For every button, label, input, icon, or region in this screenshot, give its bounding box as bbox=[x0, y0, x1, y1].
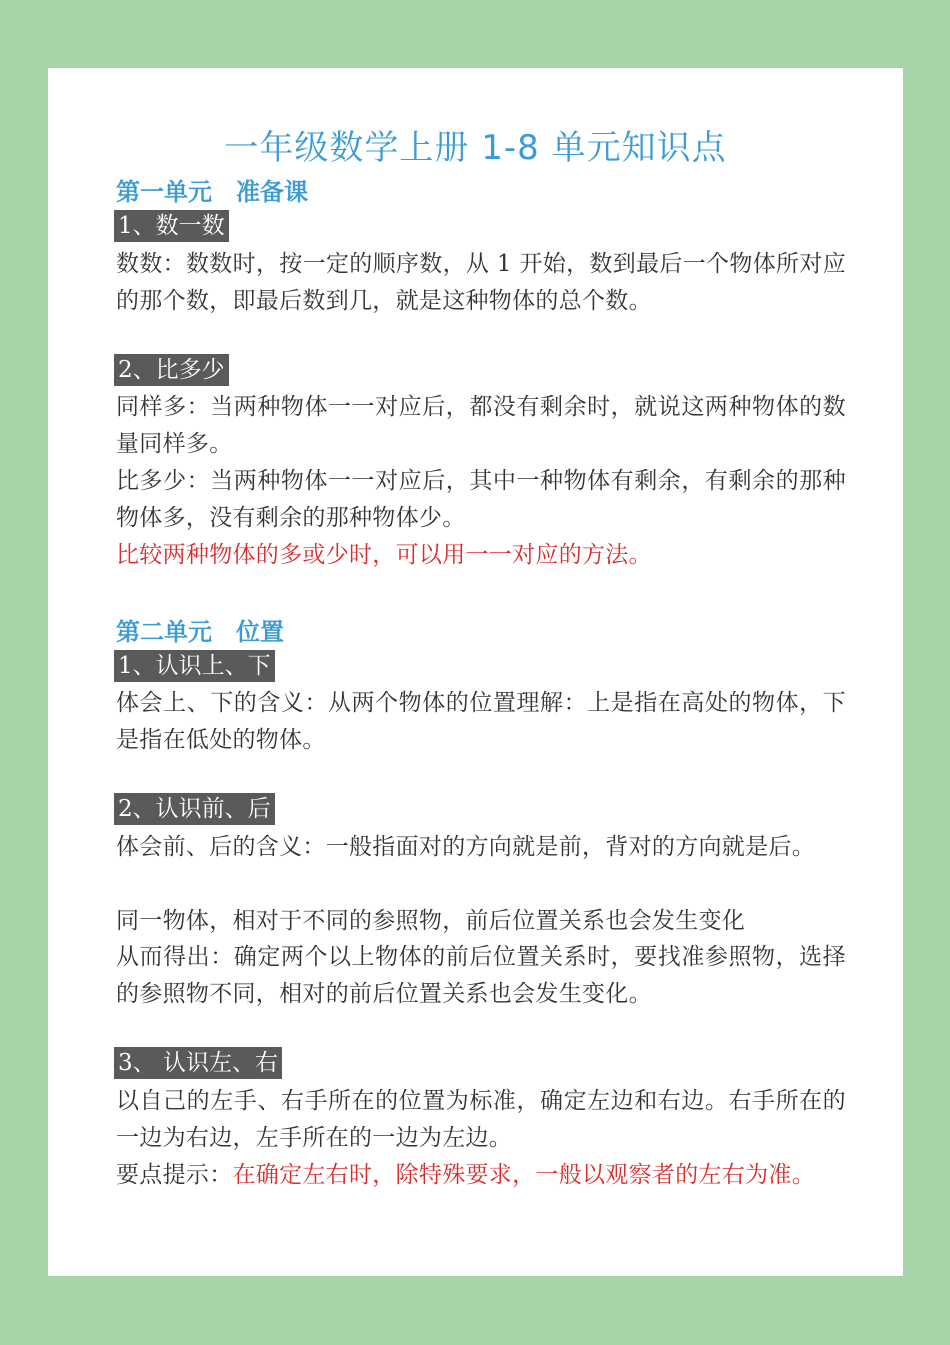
page-title: 一年级数学上册 1-8 单元知识点 bbox=[224, 128, 727, 168]
unit1-section2-text2: 比多少：当两种物体一一对应后，其中一种物体有剩余，有剩余的那种物体多，没有剩余的那种物体少。 bbox=[116, 468, 846, 531]
unit1-section1-title: 1、数一数 bbox=[114, 210, 229, 242]
tip-label: 要点提示： bbox=[116, 1162, 233, 1188]
unit2-tip bbox=[116, 1157, 846, 1194]
unit1-section2-highlight: 比较两种物体的多或少时，可以用一一对应的方法。 bbox=[116, 542, 652, 568]
unit2-section3-text: 以自己的左手、右手所在的位置为标准，确定左边和右边。右手所在的一边为右边，左手所在的一边为左边。 bbox=[116, 1088, 846, 1151]
unit2-section2-text3: 从而得出：确定两个以上物体的前后位置关系时，要找准参照物，选择的参照物不同，相对的前后位置关系也会发生变化。 bbox=[116, 944, 846, 1007]
unit2-section1-text: 体会上、下的含义：从两个物体的位置理解：上是指在高处的物体，下是指在低处的物体。 bbox=[116, 690, 846, 753]
unit2-section2-text1: 体会前、后的含义：一般指面对的方向就是前，背对的方向就是后。 bbox=[116, 834, 815, 860]
unit1-heading: 第一单元 准备课 bbox=[116, 177, 308, 206]
unit2-section3-title: 3、 认识左、右 bbox=[114, 1047, 282, 1079]
unit1-section2-text1: 同样多：当两种物体一一对应后，都没有剩余时，就说这两种物体的数量同样多。 bbox=[116, 394, 846, 457]
unit1-section2-title: 2、比多少 bbox=[114, 354, 229, 386]
tip-highlight: 在确定左右时，除特殊要求，一般以观察者的左右为准。 bbox=[232, 1162, 815, 1188]
unit2-section2-title: 2、认识前、后 bbox=[114, 793, 275, 825]
unit2-heading: 第二单元 位置 bbox=[116, 617, 284, 646]
document-page bbox=[48, 68, 903, 1276]
unit1-section1-text: 数数：数数时，按一定的顺序数，从 1 开始，数到最后一个物体所对应的那个数，即最后数到几，就是这种物体的总个数。 bbox=[116, 251, 846, 314]
unit2-section1-title: 1、认识上、下 bbox=[114, 650, 275, 682]
unit2-section2-text2: 同一物体，相对于不同的参照物，前后位置关系也会发生变化 bbox=[116, 908, 746, 934]
